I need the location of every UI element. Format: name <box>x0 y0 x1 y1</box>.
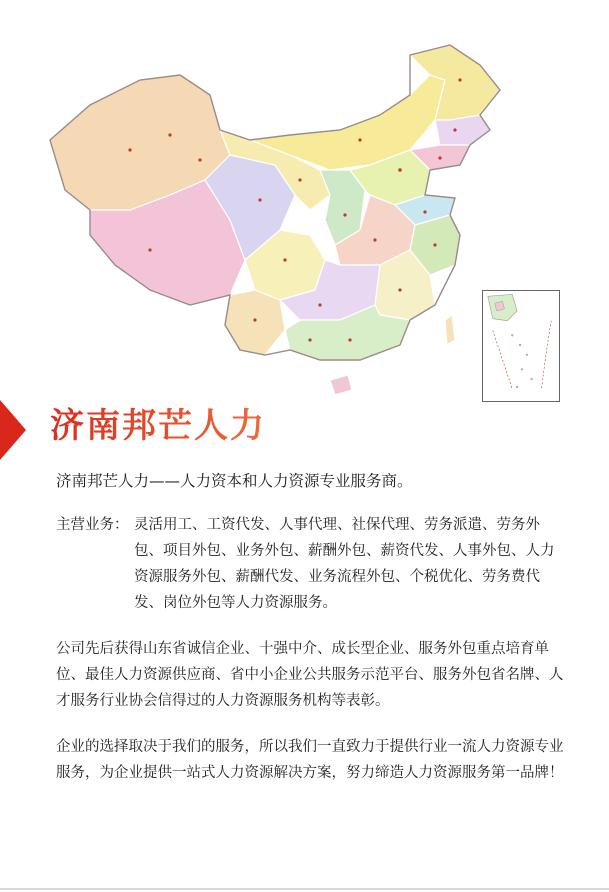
south-china-sea-inset <box>482 290 560 402</box>
business-label: 主营业务： <box>56 517 129 533</box>
business-text: 灵活用工、工资代发、人事代理、社保代理、劳务派遣、劳务外包、项目外包、业务外包、薪酬外包、薪资代发、人事外包、人力资源服务外包、薪酬代发、业务流程外包、个税优化、劳务费代发、岗位外包等人力资源服务。 <box>134 517 555 611</box>
business-section <box>56 512 566 616</box>
main-content <box>56 468 566 806</box>
page-title: 济南邦芒人力 <box>50 406 266 446</box>
intro-text: 济南邦芒人力——人力资本和人力资源专业服务商。 <box>56 472 413 490</box>
title-accent-triangle <box>0 400 26 460</box>
honors-text: 公司先后获得山东省诚信企业、十强中介、成长型企业、服务外包重点培育单位、最佳人力资源供应商、省中小企业公共服务示范平台、服务外包省名牌、人才服务行业协会信得过的人力资源服务机构等表彰。 <box>56 641 564 709</box>
bottom-divider <box>0 888 609 890</box>
mission-text: 企业的选择取决于我们的服务，所以我们一直致力于提供行业一流人力资源专业服务，为企业提供一站式人力资源解决方案，努力缔造人力资源服务第一品牌！ <box>56 739 564 781</box>
south-china-sea-map <box>483 291 559 401</box>
